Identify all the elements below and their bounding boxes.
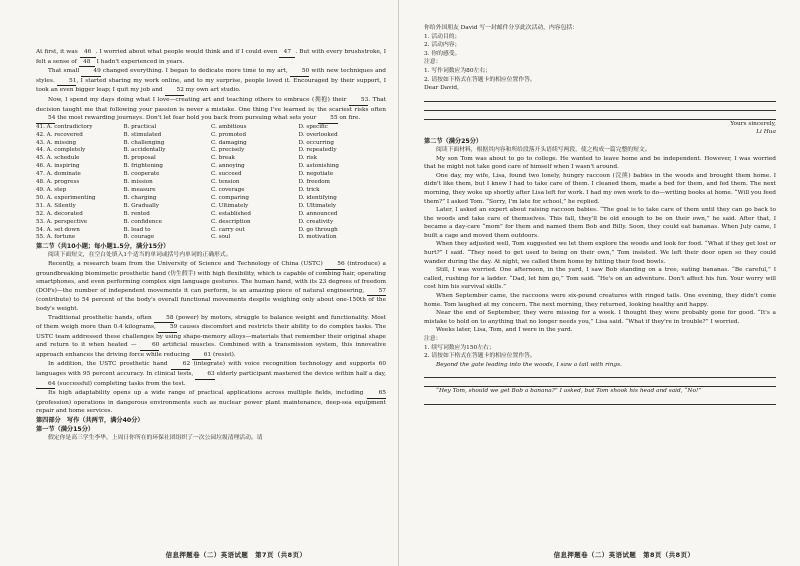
option-cell[interactable]: B. frightening [123, 163, 164, 170]
option-row [36, 171, 386, 179]
option-cell[interactable]: D. identifying [298, 194, 337, 201]
option-row [36, 211, 386, 219]
option-cell[interactable]: 47. A. dominate [36, 171, 81, 178]
option-cell[interactable]: C. description [211, 218, 251, 225]
blank-49[interactable]: 49 [81, 67, 100, 77]
option-cell[interactable]: B. practical [123, 123, 157, 130]
cloze-paragraph-3: Now, I spend my days doing what I love—creating art and teaching others to embrace (拥抱) their 53. That decision taught me that following your passion is never a mistake. One thing I've learned is; the scariest risks often 54 the most rewarding journeys. Don't let fear hold you back from pursuing what sets your 55 on fire. [36, 96, 386, 124]
story-paragraph: When they adjusted well, Tom suggested we let them explore the woods and look for food. “What if they get lost or hurt?” I said. “They need to get used to being on their own,” Tom insisted. We left their door open so they could wander during the day. At night, we called them home by hitting their food bowls. [424, 241, 776, 265]
part4-title: 第四部分 写作（共两节，满分40分） [36, 417, 144, 425]
writing-task-continued: 你给外国朋友 David 写一封邮件分享此次活动，内容包括： [424, 25, 578, 31]
story-paragraph: Near the end of September, they were missing for a week. I thought they were probably gone for good. “It's a mistake to hold on to anything that no longer needs you,” Lisa said. “What if they're in trouble?” I worried. [424, 310, 776, 325]
option-cell[interactable]: D. negotiate [298, 171, 334, 178]
blank-61[interactable]: 61 [192, 351, 211, 361]
option-cell[interactable]: C. soul [211, 234, 231, 241]
option-row [36, 124, 386, 132]
left-page-footer: 信息押题卷（二）英语试题 第7页（共8页） [165, 551, 307, 559]
blank-63[interactable]: 63 [195, 370, 214, 380]
right-page [400, 0, 800, 566]
section2-title: 第二节（共10小题；每小题1.5分，满分15分） [36, 243, 170, 251]
option-cell[interactable]: D. motivation [298, 234, 337, 241]
option-cell[interactable]: D. freedom [298, 179, 330, 186]
grammar-paragraph-2: Traditional prosthetic hands, often 58 (power) by motors, struggle to balance weight and functionality. Most of them weigh more than 0.4 kilograms, 59 causes discomfort and restricts their ability to do complex tasks. The USTC team addressed these challenges by using shape-memory alloys—materials that remember their original shape and return to it when heated — 60 artificial muscles. Combined with a transmission system, this innovative approach enhances the driving force while reducing 61 (resist). [36, 314, 386, 361]
option-cell[interactable]: 53. A. perspective [36, 218, 88, 225]
answer-line[interactable] [424, 93, 776, 102]
option-row [36, 132, 386, 140]
story-paragraph: Later, I asked an expert about raising raccoon babies. “The goal is to take care of them until they can go back to the woods and take care of themselves. This fall, they'll be old enough to be on their own,” he said. After that, I became a day-care “mom” for them and named them Bob and Billy. Soon, they could eat bananas. When July came, I built a cage and moved them outdoors. [424, 207, 776, 239]
writing-task-intro: 假定你是高三学生李华，上周日你所在的环保社团组织了一次公园垃圾清理活动。请 [48, 435, 263, 442]
option-row [36, 219, 386, 227]
option-cell[interactable]: D. overlooked [298, 131, 338, 138]
option-cell[interactable]: C. promoted [211, 131, 247, 138]
option-cell[interactable]: 52. A. decorated [36, 210, 83, 217]
answer-line[interactable] [424, 111, 776, 120]
story-paragraph: Still, I was worried. One afternoon, in the yard, I saw Bob standing on a tree, eating bananas. “Be careful,” I called, rushing for a ladder. “Dad, let him go,” Tom said. “He's on an adventure. Don't affect his fun. Your worry will cost him his survival skills.” [424, 267, 776, 291]
option-cell[interactable]: D. specific [298, 123, 328, 130]
blank-53[interactable]: 53 [349, 96, 368, 106]
blank-56[interactable]: 56 [325, 260, 344, 270]
paragraph-opener-2: “Hey Tom, should we get Bob a banana?” I asked, but Tom shook his head and said, “No!” [436, 388, 702, 395]
option-cell[interactable]: B. courage [123, 234, 155, 241]
option-cell[interactable]: 55. A. fortune [36, 234, 76, 241]
closing: Yours sincerely, [730, 120, 776, 127]
option-cell[interactable]: C. precisely [211, 147, 245, 154]
option-row [36, 147, 386, 155]
note2-title: 注意： [424, 336, 442, 342]
blank-51[interactable]: 51 [57, 77, 76, 87]
blank-64[interactable]: 64 [36, 380, 55, 390]
grammar-paragraph-4: Its high adaptability opens up a wide range of practical applications across multiple fields, including 65 (profession) operations in dangerous environments such as nuclear power plant maintenance, deep-sea equipment repair and home services. [36, 390, 386, 415]
option-cell[interactable]: D. go through [298, 226, 338, 233]
blank-60[interactable]: 60 [140, 341, 159, 351]
option-cell[interactable]: B. measure [123, 187, 156, 193]
option-cell[interactable]: 54. A. set down [36, 226, 80, 233]
cloze-options-table [36, 124, 386, 243]
paragraph-opener-1: Beyond the gate leading into the woods, I saw a tail with rings. [436, 361, 622, 368]
section2-instruction: 阅读下面短文，在空白处填入1个适当的单词或括号内单词的正确形式。 [48, 252, 232, 259]
continuation-instruction: 阅读下面材料，根据其内容和所给段落开头语续写两段，使之构成一篇完整的短文。 [436, 146, 651, 153]
option-cell[interactable]: B. Gradually [123, 202, 159, 209]
option-row [36, 163, 386, 171]
option-row [36, 179, 386, 187]
answer-line[interactable] [424, 378, 776, 387]
option-cell[interactable]: D. repeatedly [298, 147, 337, 154]
option-cell[interactable]: D. astonishing [298, 163, 339, 170]
continuation-section-title: 第二节（满分25分） [424, 137, 483, 145]
task-point-2: 2. 活动内容； [424, 42, 461, 49]
option-cell[interactable]: 51. A. Silently [36, 202, 76, 209]
blank-65[interactable]: 65 [367, 389, 386, 399]
option-cell[interactable]: B. accidentally [123, 147, 166, 154]
option-row [36, 195, 386, 203]
option-cell[interactable]: B. charging [123, 194, 157, 201]
right-page-footer: 信息押题卷（二）英语试题 第8页（共8页） [553, 551, 695, 559]
option-cell[interactable]: C. tension [211, 179, 240, 186]
option-cell[interactable]: C. comparing [211, 194, 250, 201]
story-paragraph: Weeks later, Lisa, Tom, and I were in the yard. [436, 327, 573, 334]
option-cell[interactable]: 49. A. step [36, 187, 67, 193]
salutation: Dear David, [424, 85, 459, 92]
option-cell[interactable]: C. annoying [211, 163, 245, 170]
part4-section1-title: 第一节（满分15分） [36, 426, 95, 434]
note-title: 注意： [424, 59, 442, 66]
note-1: 1. 写作词数应为80左右； [424, 67, 491, 74]
option-row [36, 227, 386, 235]
cloze-paragraph-1: At first, it was 46 . I worried about what people would think and if I could even 47 . But with every brushstroke, I felt a sense of 48 I hadn't experienced in years. [36, 48, 386, 67]
option-cell[interactable]: 44. A. completely [36, 147, 86, 154]
option-cell[interactable]: C. carry out [211, 226, 245, 233]
option-cell[interactable]: C. ambitious [211, 123, 247, 130]
option-cell[interactable]: B. cooperate [123, 171, 160, 178]
option-cell[interactable]: 43. A. missing [36, 139, 77, 146]
option-cell[interactable]: 46. A. inspiring [36, 163, 80, 170]
task-point-3: 3. 你的感受。 [424, 50, 461, 57]
option-cell[interactable]: D. announced [298, 210, 338, 217]
option-cell[interactable]: D. creativity [298, 218, 334, 225]
task-point-1: 1. 活动目的； [424, 33, 461, 40]
option-cell[interactable]: B. lead to [123, 226, 151, 233]
cloze-paragraph-2: That small 49 changed everything. I began to dedicate more time to my art, 50 with new techniques and styles. 51, I started sharing my work online, and to my surprise, people loved it. Encouraged by their support, I took an even bigger leap; I quit my job and 52 my own art studio. [36, 67, 386, 96]
option-cell[interactable]: C. Ultimately [211, 202, 249, 209]
signature: Li Hua [756, 129, 776, 136]
option-cell[interactable]: D. occurring [298, 139, 334, 146]
blank-62[interactable]: 62 [171, 360, 190, 370]
answer-line[interactable] [424, 369, 776, 378]
option-cell[interactable]: 42. A. recovered [36, 131, 83, 138]
option-cell[interactable]: 41. A. contradictory [36, 123, 93, 130]
option-cell[interactable]: C. succeed [211, 171, 242, 178]
note-2: 2. 请按如下格式在答题卡的相应位置作答。 [424, 76, 536, 83]
option-cell[interactable]: B. stimulated [123, 131, 162, 138]
option-cell[interactable]: 45. A. schedule [36, 155, 80, 162]
option-cell[interactable]: B. mission [123, 179, 153, 186]
option-cell[interactable]: D. Ultimately [298, 202, 337, 209]
option-cell[interactable]: C. damaging [211, 139, 247, 146]
blank-55[interactable]: 55 [318, 114, 337, 124]
answer-line[interactable] [424, 396, 776, 405]
story-paragraph: When September came, the raccoons were six-pound creatures with ringed tails. One evening, they didn't come home. Tom laughed at my concern. The next morning, they returned, looking healthy and happy. [424, 293, 776, 308]
blank-50[interactable]: 50 [290, 67, 309, 77]
note2-2: 2. 请按如下格式在答题卡的相应位置作答。 [424, 353, 536, 360]
option-row [36, 203, 386, 211]
option-cell[interactable]: B. confidence [123, 218, 162, 225]
story-paragraph: One day, my wife, Lisa, found two lonely, hungry raccoon (浣熊) babies in the woods and brought them home. I didn't like them, but I knew I had to take care of them. I cleaned them, made a bed for them, and fed them. The next morning, they woke up shortly after Lisa left for work. I had my own work to do—writing books at home. “Will you feed them?” I asked Tom. “Sorry, I'm late for school,” he replied. [424, 172, 776, 205]
option-cell[interactable]: C. coverage [211, 187, 245, 193]
blank-54[interactable]: 54 [36, 114, 55, 124]
option-cell[interactable]: B. rented [123, 210, 150, 217]
option-row [36, 234, 386, 242]
blank-52[interactable]: 52 [165, 86, 184, 96]
blank-58[interactable]: 58 [154, 314, 173, 324]
option-cell[interactable]: 48. A. progress [36, 179, 80, 186]
blank-47[interactable]: 47 [279, 48, 295, 58]
option-cell[interactable]: D. risk [298, 155, 318, 162]
option-row [36, 155, 386, 163]
note2-1: 1. 续写词数应为150左右； [424, 344, 495, 351]
grammar-paragraph-3: In addition, the USTC prosthetic hand 62 (integrate) with voice recognition technology and supports 60 languages with 95 percent accuracy. In clinical tests, 63 elderly participant mastered the device within half a day, 64 (successful) completing tasks from the test. [36, 360, 386, 389]
option-cell[interactable]: B. proposal [123, 155, 156, 162]
option-cell[interactable]: 50. A. experimenting [36, 194, 96, 201]
blank-57[interactable]: 57 [367, 287, 386, 297]
option-row [36, 187, 386, 195]
blank-48[interactable]: 48 [79, 58, 95, 68]
blank-59[interactable]: 59 [158, 323, 177, 333]
grammar-paragraph-1: Recently, a research team from the University of Science and Technology of China (USTC) 56 (introduce) a groundbreaking biomimetic prosthetic hand (仿生假手) with high flexibility, which is capable of combing hair, operating smartphones, and even performing complex sign language gestures. The human hand, with its 23 degrees of freedom (DOFs)—the number of independent movements it can perform, is an amazing piece of natural engineering, 57 (contribute) to 54 percent of the body's overall functional movements despite weighing only about one-150th of the body's weight. [36, 260, 387, 312]
option-row [36, 140, 386, 148]
answer-line[interactable] [424, 102, 776, 111]
option-cell[interactable]: C. established [211, 210, 251, 217]
story-paragraph: My son Tom was about to go to college. He wanted to leave home and be independent. However, I was worried that he might not take good care of himself when I wasn't around. [424, 155, 776, 171]
option-cell[interactable]: D. trick [298, 187, 320, 193]
blank-46[interactable]: 46 [80, 48, 96, 58]
option-cell[interactable]: C. break [211, 155, 235, 162]
option-cell[interactable]: B. challenging [123, 139, 165, 146]
